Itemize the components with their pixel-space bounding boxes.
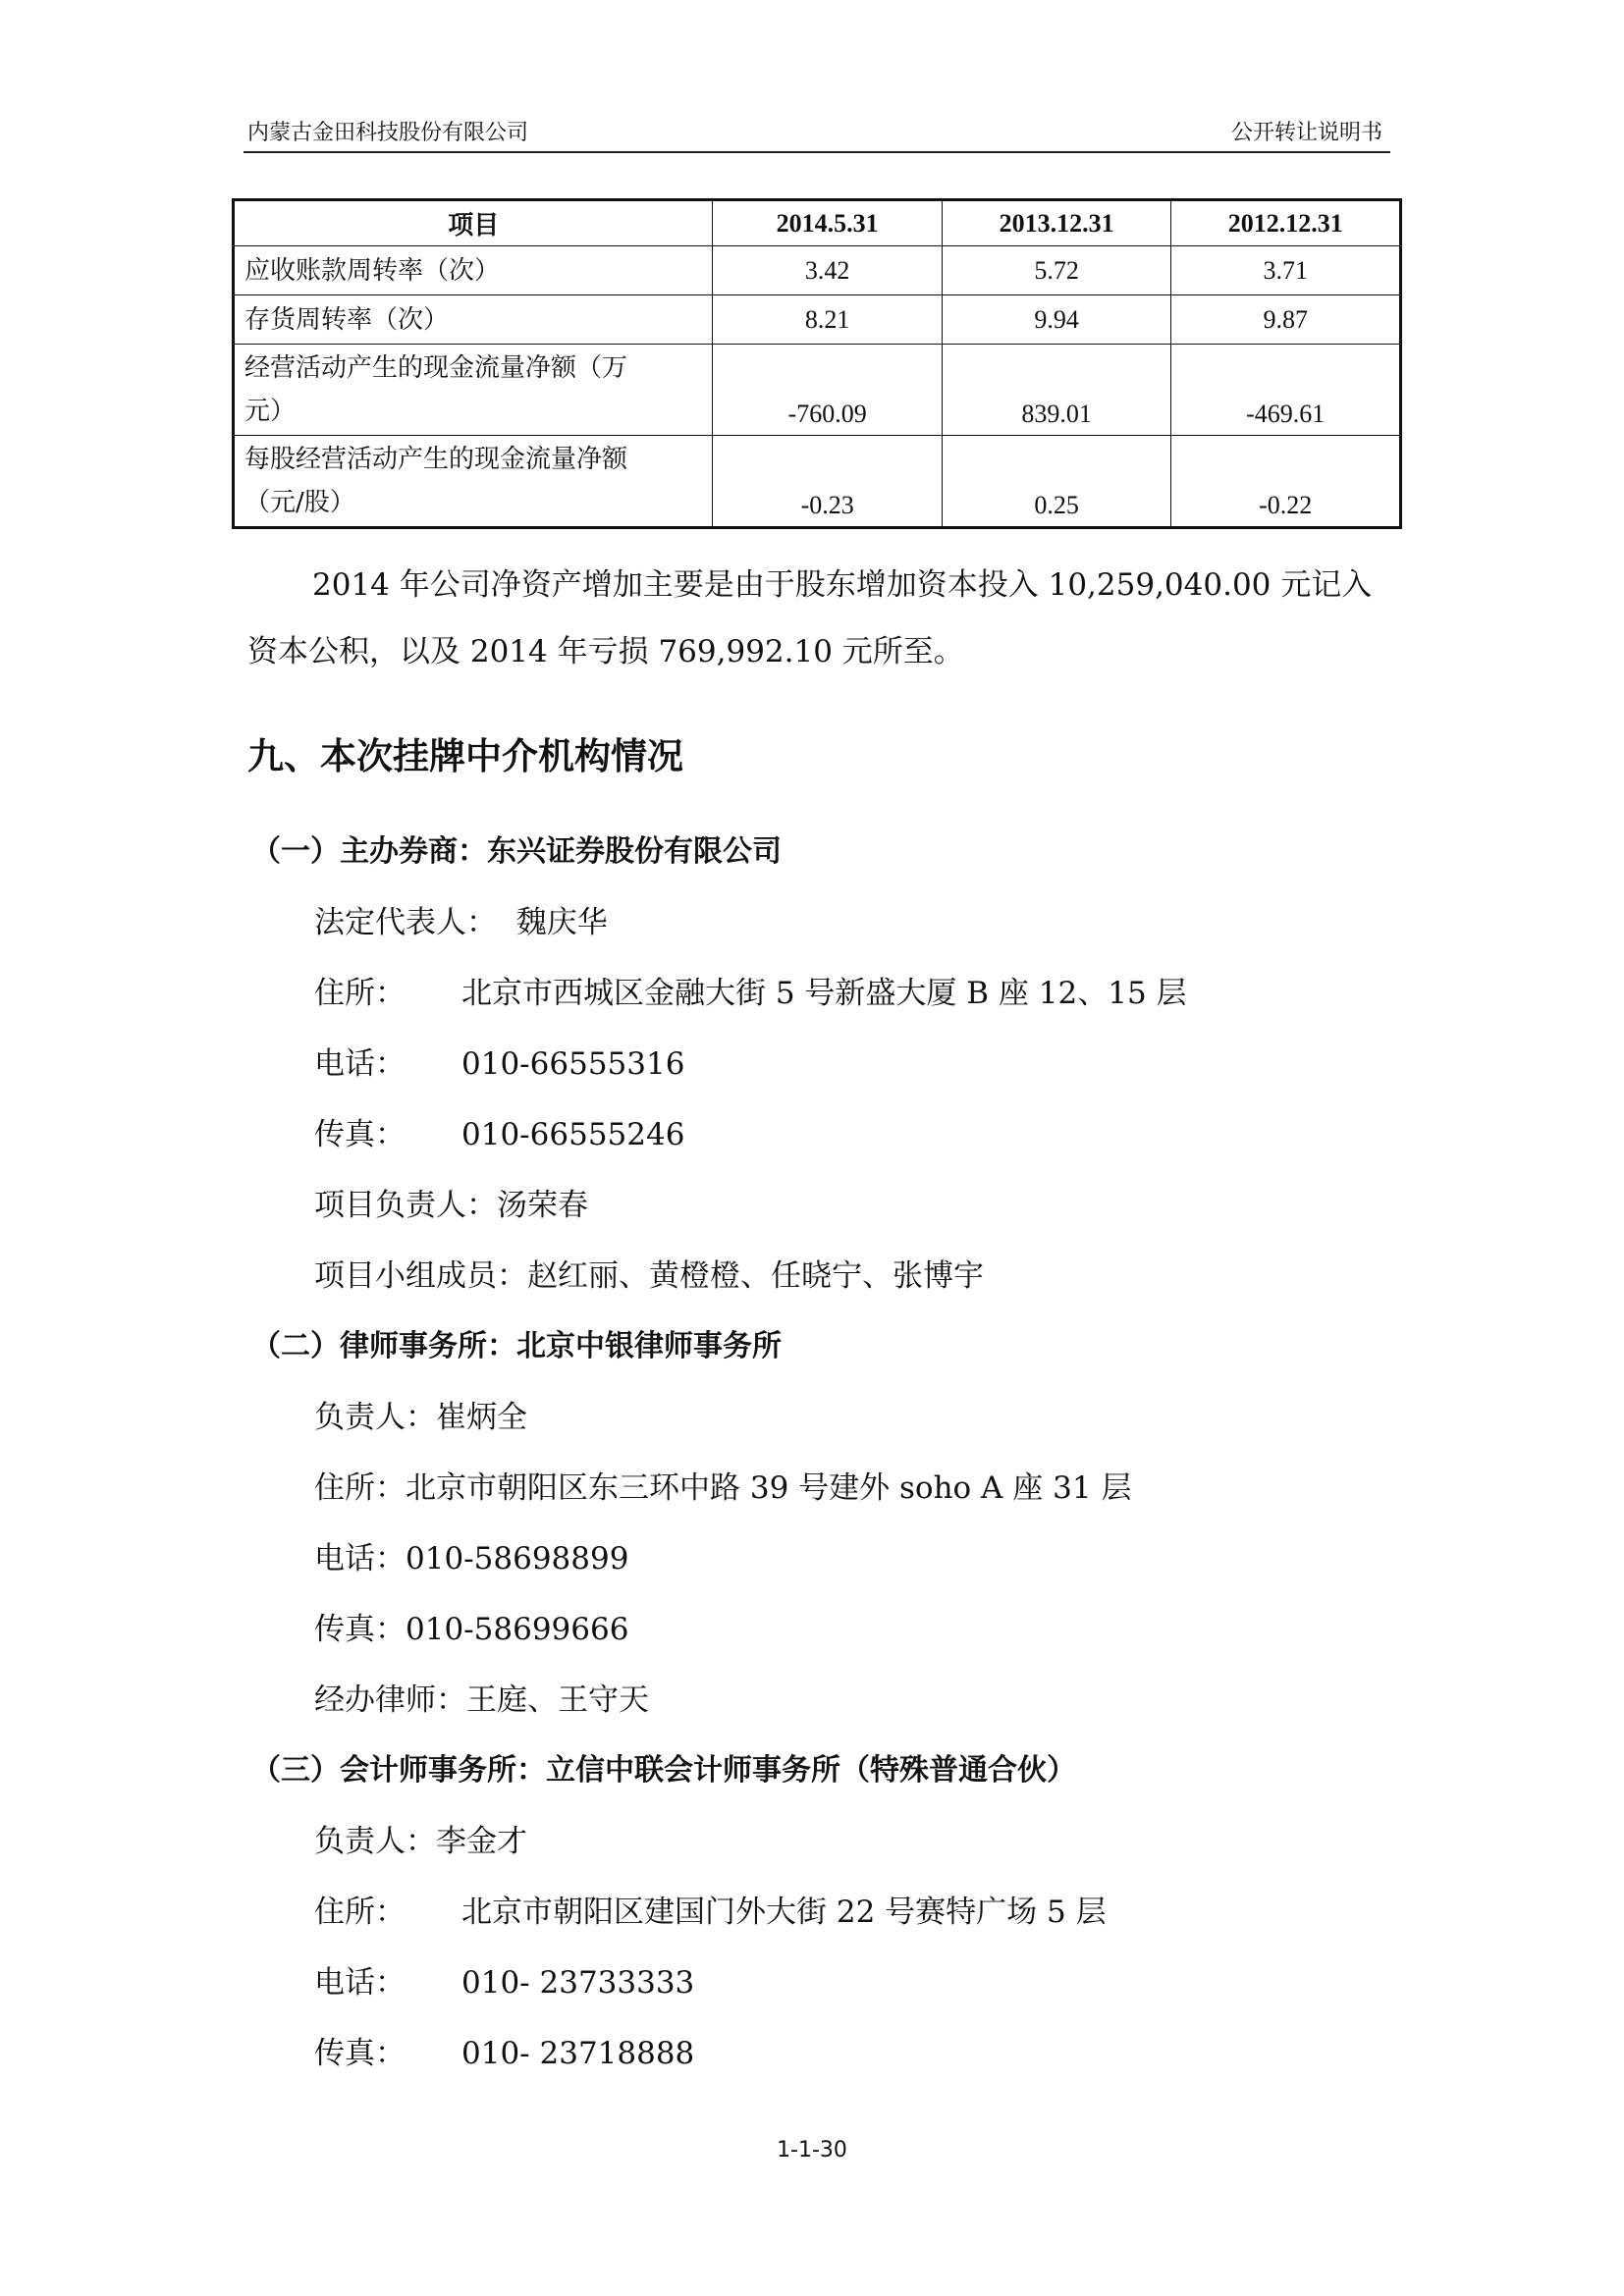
section-title: 九、本次挂牌中介机构情况 xyxy=(247,735,683,777)
info-key: 电话： xyxy=(314,1046,406,1082)
info-line-phone xyxy=(314,1533,628,1577)
body-paragraph: 2014 年公司净资产增加主要是由于股东增加资本投入 10,259,040.00 元记入资本公积，以及 2014 年亏损 769,992.10 元所至。 xyxy=(247,567,1373,669)
info-key: 电话： xyxy=(314,1965,406,2001)
table-row xyxy=(234,436,1401,528)
header-company: 内蒙古金田科技股份有限公司 xyxy=(247,121,529,145)
info-line-head xyxy=(314,1816,527,1860)
table-cell: 0.25 xyxy=(942,436,1171,528)
info-value: 赵红丽、黄橙橙、任晓宁、张博宇 xyxy=(527,1258,984,1294)
row-label-line: 每股经营活动产生的现金流量净额 xyxy=(244,445,628,474)
row-label: 存货周转率（次） xyxy=(234,295,713,345)
table-cell: 839.01 xyxy=(942,345,1171,436)
info-value: 010-58698899 xyxy=(406,1541,629,1576)
table-cell: 9.87 xyxy=(1171,295,1401,345)
info-key: 负责人： xyxy=(314,1824,436,1859)
header-doc-title: 公开转让说明书 xyxy=(1230,121,1382,145)
subsection-title-accounting-firm: （三）会计师事务所：立信中联会计师事务所（特殊普通合伙） xyxy=(251,1753,1076,1788)
info-value: 北京市西城区金融大街 5 号新盛大厦 B 座 12、15 层 xyxy=(461,976,1187,1011)
info-value: 王庭、王守天 xyxy=(466,1682,649,1718)
table-header-cell: 2014.5.31 xyxy=(713,200,942,246)
info-line-address xyxy=(314,1463,1131,1507)
table-cell: 3.42 xyxy=(713,246,942,295)
info-value: 崔炳全 xyxy=(436,1400,527,1435)
subsection-title-broker: （一）主办券商：东兴证券股份有限公司 xyxy=(251,834,782,869)
info-value: 010-58699666 xyxy=(406,1612,629,1647)
info-key: 经办律师： xyxy=(314,1682,466,1718)
info-line-fax xyxy=(314,2028,694,2072)
info-value: 李金才 xyxy=(436,1824,527,1859)
info-key: 住所： xyxy=(314,1470,406,1506)
table-cell: -760.09 xyxy=(713,345,942,436)
info-value: 010-66555246 xyxy=(461,1117,685,1152)
info-line-phone xyxy=(314,1039,684,1083)
info-value: 魏庆华 xyxy=(515,905,608,940)
table-cell: 3.71 xyxy=(1171,246,1401,295)
table-cell: -0.22 xyxy=(1171,436,1401,528)
info-key: 传真： xyxy=(314,1117,406,1152)
info-line-phone xyxy=(314,1957,694,2002)
info-key: 项目负责人： xyxy=(314,1188,497,1223)
info-key: 住所： xyxy=(314,976,406,1011)
info-key: 传真： xyxy=(314,1612,406,1647)
table-header-row xyxy=(234,200,1401,246)
info-value: 010- 23733333 xyxy=(461,1965,695,2001)
info-key: 负责人： xyxy=(314,1400,436,1435)
row-label-line: 经营活动产生的现金流量净额（万 xyxy=(244,353,628,383)
info-line-lawyers xyxy=(314,1675,649,1719)
row-label xyxy=(234,436,713,528)
table-cell: -469.61 xyxy=(1171,345,1401,436)
row-label: 应收账款周转率（次） xyxy=(234,246,713,295)
subsection-title-law-firm: （二）律师事务所：北京中银律师事务所 xyxy=(251,1329,782,1363)
page-header xyxy=(244,108,1390,153)
table-header-cell: 项目 xyxy=(234,200,713,246)
info-key: 电话： xyxy=(314,1541,406,1576)
info-value: 北京市朝阳区建国门外大街 22 号赛特广场 5 层 xyxy=(461,1895,1107,1930)
info-line-head xyxy=(314,1392,527,1436)
info-key: 住所： xyxy=(314,1895,406,1930)
info-line-address xyxy=(314,968,1187,1012)
info-value: 010- 23718888 xyxy=(461,2036,695,2071)
table-row xyxy=(234,246,1401,295)
row-label-line: （元/股） xyxy=(244,488,355,517)
info-key: 法定代表人： xyxy=(314,905,497,940)
info-line-fax xyxy=(314,1604,628,1648)
table-cell: 5.72 xyxy=(942,246,1171,295)
info-line-fax xyxy=(314,1109,684,1153)
info-value: 北京市朝阳区东三环中路 39 号建外 soho A 座 31 层 xyxy=(406,1470,1132,1506)
table-cell: 8.21 xyxy=(713,295,942,345)
info-key: 传真： xyxy=(314,2036,406,2071)
table-row xyxy=(234,345,1401,436)
financial-ratio-table xyxy=(232,198,1402,529)
info-line-project-leader xyxy=(314,1180,588,1224)
table-cell: -0.23 xyxy=(713,436,942,528)
info-value: 010-66555316 xyxy=(461,1046,685,1082)
table-row xyxy=(234,295,1401,345)
info-line-address xyxy=(314,1887,1107,1931)
info-key: 项目小组成员： xyxy=(314,1258,527,1294)
row-label xyxy=(234,345,713,436)
row-label-line: 元） xyxy=(244,397,297,426)
info-line-legal-rep xyxy=(314,897,608,941)
page-number: 1-1-30 xyxy=(777,2138,847,2163)
info-value: 汤荣春 xyxy=(497,1188,588,1223)
info-line-team-members xyxy=(314,1251,984,1295)
table-cell: 9.94 xyxy=(942,295,1171,345)
table-header-cell: 2013.12.31 xyxy=(942,200,1171,246)
table-header-cell: 2012.12.31 xyxy=(1171,200,1401,246)
